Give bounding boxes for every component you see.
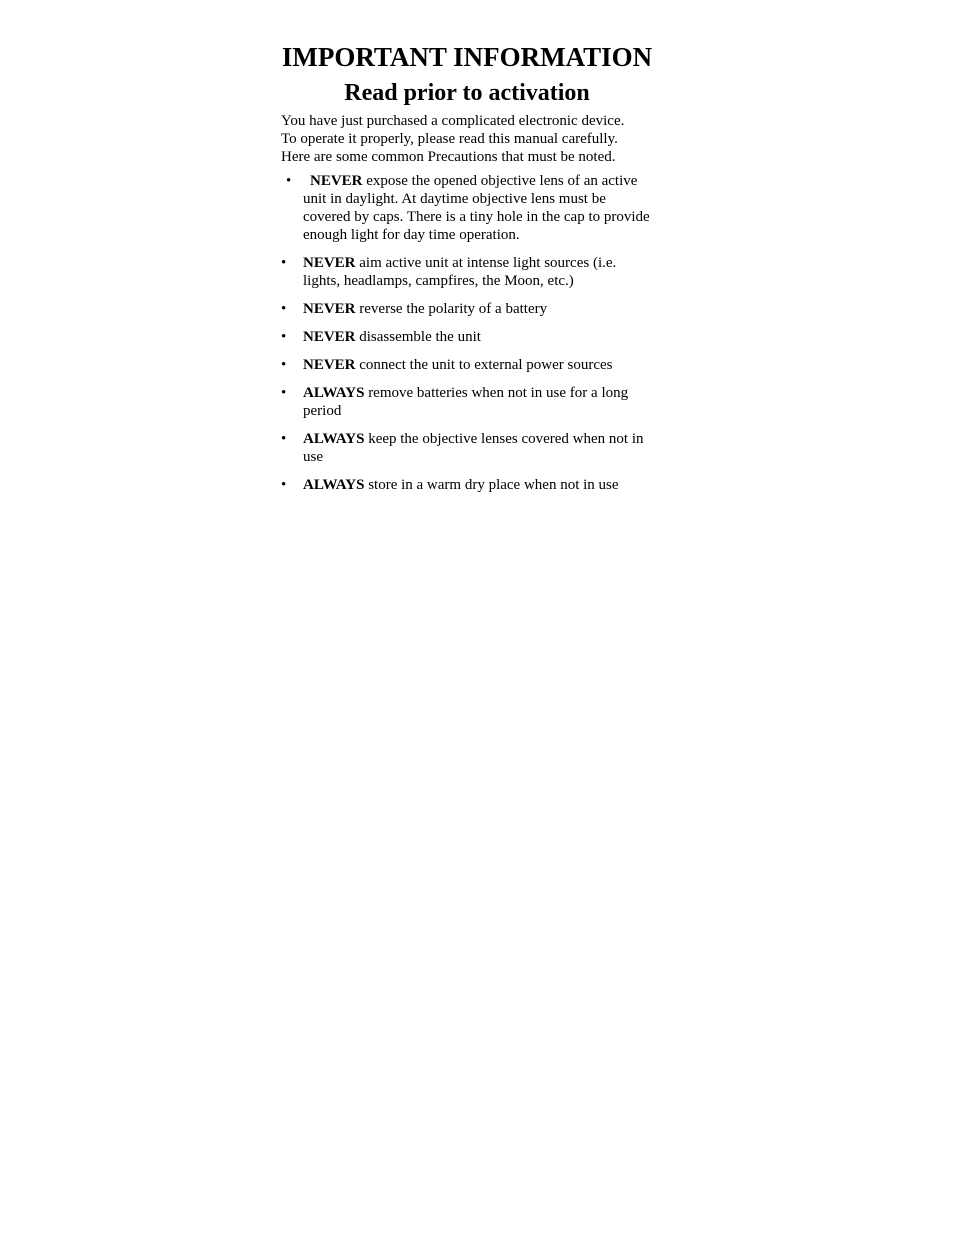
- list-item: [281, 254, 653, 290]
- document-page: [281, 40, 653, 504]
- precaution-text: disassemble the unit: [355, 329, 481, 345]
- list-item: [281, 384, 653, 420]
- precaution-keyword: NEVER: [310, 173, 363, 189]
- precaution-keyword: ALWAYS: [303, 385, 365, 401]
- page-title: IMPORTANT INFORMATION: [281, 42, 653, 72]
- precaution-text: expose the opened objective lens of an active unit in daylight. At daytime objective lens must be covered by caps. There is a tiny hole in the cap to provide enough light for day time operation.: [303, 173, 650, 243]
- precaution-text: reverse the polarity of a battery: [355, 301, 548, 317]
- bullet-icon: •: [281, 477, 287, 493]
- bullet-icon: •: [281, 301, 287, 317]
- precaution-keyword: NEVER: [303, 255, 356, 271]
- precaution-keyword: NEVER: [303, 357, 356, 373]
- bullet-icon: •: [281, 431, 287, 447]
- list-item: [281, 172, 653, 244]
- intro-line: Here are some common Precautions that must be noted.: [281, 149, 616, 165]
- precaution-text: keep the objective lenses covered when not in use: [303, 431, 644, 465]
- list-item: [281, 300, 653, 318]
- bullet-icon: •: [281, 255, 287, 271]
- precaution-text: connect the unit to external power sources: [355, 357, 613, 373]
- intro-line: You have just purchased a complicated electronic device.: [281, 113, 625, 129]
- precaution-text: aim active unit at intense light sources (i.e. lights, headlamps, campfires, the Moon, etc.): [303, 255, 617, 289]
- intro-line: To operate it properly, please read this manual carefully.: [281, 131, 618, 147]
- list-item: [281, 476, 653, 494]
- list-item: [281, 328, 653, 346]
- bullet-icon: •: [286, 173, 292, 189]
- bullet-icon: •: [281, 385, 287, 401]
- bullet-icon: •: [281, 357, 287, 373]
- precaution-text: store in a warm dry place when not in use: [364, 477, 619, 493]
- intro-paragraph: [281, 112, 653, 166]
- page-subtitle: Read prior to activation: [344, 80, 590, 106]
- precaution-keyword: ALWAYS: [303, 477, 365, 493]
- precaution-keyword: NEVER: [303, 329, 356, 345]
- precautions-list: [281, 172, 653, 494]
- precaution-keyword: ALWAYS: [303, 431, 365, 447]
- list-item: [281, 430, 653, 466]
- precaution-text: remove batteries when not in use for a long period: [303, 385, 629, 419]
- precaution-keyword: NEVER: [303, 301, 356, 317]
- bullet-icon: •: [281, 329, 287, 345]
- list-item: [281, 356, 653, 374]
